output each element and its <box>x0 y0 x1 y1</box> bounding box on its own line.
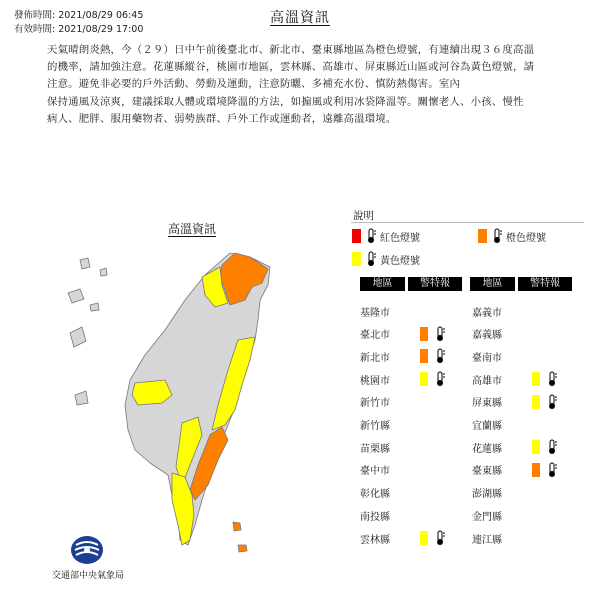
offshore-islands <box>60 255 130 415</box>
thermometer-icon <box>434 326 446 342</box>
description <box>47 42 562 128</box>
area-name: 雲林縣 <box>360 534 390 546</box>
area-name: 新北市 <box>360 352 390 364</box>
thermometer-icon <box>546 394 558 410</box>
table-row <box>472 370 558 388</box>
yellow-level-bar <box>420 372 428 386</box>
header-warning: 警特報 <box>518 277 572 291</box>
header-area: 地區 <box>360 277 405 291</box>
orange-level-bar <box>420 327 428 341</box>
area-name: 嘉義縣 <box>472 330 502 342</box>
header-area: 地區 <box>470 277 515 291</box>
area-name: 高雄市 <box>472 375 502 387</box>
table-row <box>360 302 420 320</box>
area-name: 連江縣 <box>472 534 502 546</box>
cwb-name: 交通部中央氣象局 <box>52 571 125 581</box>
yellow-level-bar <box>532 372 540 386</box>
table-row <box>472 416 532 434</box>
thermometer-icon <box>546 371 558 387</box>
area-name: 新竹市 <box>360 398 390 410</box>
table-row <box>360 529 446 547</box>
table-row <box>360 416 420 434</box>
area-name: 基隆市 <box>360 307 390 319</box>
legend-orange <box>478 228 546 244</box>
island-penghu-2 <box>75 391 88 405</box>
description-line: 注意。避免非必要的戶外活動、勞動及運動，注意防曬、多補充水份、慎防熱傷害。室內 <box>47 78 461 91</box>
legend-yellow <box>352 251 420 267</box>
yellow-swatch <box>352 252 361 266</box>
red-swatch <box>352 229 361 243</box>
yellow-level-bar <box>532 440 540 454</box>
orange-level-bar <box>420 349 428 363</box>
description-line: 的機率，請加強注意。花蓮縣縱谷，桃園市地區，雲林縣、高雄市、屏東縣近山區或河谷為黃色燈號，請 <box>47 61 535 74</box>
area-name: 臺東縣 <box>472 466 502 478</box>
area-name: 桃園市 <box>360 375 390 387</box>
thermometer-icon <box>434 348 446 364</box>
cwb-logo-icon <box>70 535 104 565</box>
area-name: 彰化縣 <box>360 489 390 501</box>
table-row <box>472 484 532 502</box>
area-name: 澎湖縣 <box>472 489 502 501</box>
table-row <box>472 461 558 479</box>
area-name: 臺北市 <box>360 330 390 342</box>
table-header-right <box>470 277 572 291</box>
issued-time: 發佈時間: 2021/08/29 06:45 <box>14 10 144 21</box>
thermometer-icon <box>365 251 377 267</box>
map-island-green <box>233 522 241 531</box>
table-row <box>472 347 532 365</box>
island-matsu <box>80 258 90 269</box>
yellow-level-bar <box>420 531 428 545</box>
table-row <box>472 393 558 411</box>
legend-divider <box>351 222 584 223</box>
description-line: 天氣晴朗炎熱，今（２９）日中午前後臺北市、新北市、臺東縣地區為橙色燈號，有連續出現３６度高溫 <box>47 44 535 56</box>
orange-swatch <box>478 229 487 243</box>
table-row <box>360 393 420 411</box>
yellow-level-bar <box>532 395 540 409</box>
thermometer-icon <box>546 462 558 478</box>
table-row <box>360 484 420 502</box>
table-row <box>360 370 446 388</box>
legend-red-label: 紅色燈號 <box>380 232 420 244</box>
table-row <box>360 506 420 524</box>
area-name: 金門縣 <box>472 511 502 523</box>
table-row <box>360 461 420 479</box>
table-row <box>472 506 532 524</box>
thermometer-icon <box>546 439 558 455</box>
area-name: 花蓮縣 <box>472 443 502 455</box>
island-kinmen <box>68 289 84 303</box>
thermometer-icon <box>365 228 377 244</box>
area-name: 屏東縣 <box>472 398 502 410</box>
thermometer-icon <box>434 371 446 387</box>
table-row <box>472 325 532 343</box>
table-row <box>360 438 420 456</box>
table-row <box>472 302 532 320</box>
table-row <box>472 438 558 456</box>
table-header-left <box>360 277 462 291</box>
table-row <box>360 347 446 365</box>
legend-orange-label: 橙色燈號 <box>506 232 546 244</box>
table-row <box>360 325 446 343</box>
area-name: 臺中市 <box>360 466 390 478</box>
valid-time: 有效時間: 2021/08/29 17:00 <box>14 24 144 35</box>
area-name: 南投縣 <box>360 511 390 523</box>
thermometer-icon <box>434 530 446 546</box>
legend-yellow-label: 黃色燈號 <box>380 255 420 267</box>
island-kinmen-2 <box>90 303 99 311</box>
description-line: 保持通風及涼爽，建議採取人體或環境降溫的方法，如搧風或利用冰袋降溫等。關懷老人、小孩、慢性 <box>47 95 524 108</box>
legend-title: 說明 <box>353 210 374 222</box>
map-title: 高溫資訊 <box>168 222 217 236</box>
island-penghu <box>70 327 86 347</box>
description-line: 病人、肥胖、服用藥物者、弱勢族群、戶外工作或運動者，遠離高溫環境。 <box>47 112 397 125</box>
header-warning: 警特報 <box>408 277 462 291</box>
page-title: 高溫資訊 <box>270 10 330 26</box>
area-name: 嘉義市 <box>472 307 502 319</box>
area-name: 新竹縣 <box>360 421 390 432</box>
map-island-orchid <box>238 545 247 552</box>
island-matsu-2 <box>100 268 107 276</box>
thermometer-icon <box>491 228 503 244</box>
area-name: 苗栗縣 <box>360 443 390 455</box>
table-row <box>472 529 532 547</box>
taiwan-map <box>110 245 290 555</box>
area-name: 宜蘭縣 <box>472 421 502 432</box>
area-name: 臺南市 <box>472 352 502 364</box>
orange-level-bar <box>532 463 540 477</box>
legend-red <box>352 228 420 244</box>
